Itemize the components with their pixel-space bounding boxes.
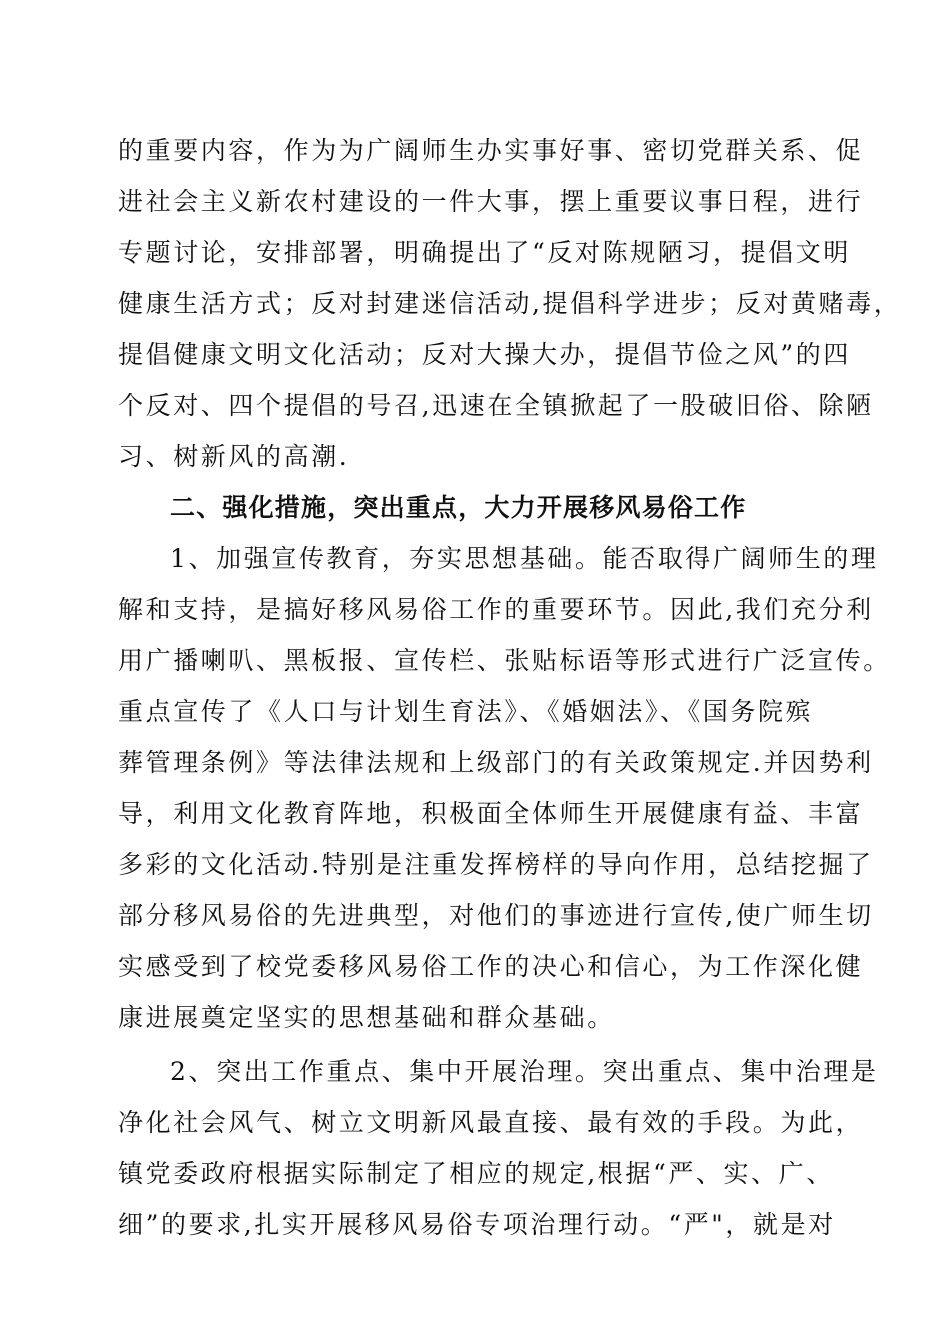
text-line: 导，利用文化教育阵地，积极面全体师生开展健康有益、丰富 [118,799,864,828]
text-line: 提倡健康文明文化活动；反对大操大办，提倡节俭之风”的四 [118,340,851,369]
text-line: 2、突出工作重点、集中开展治理。突出重点、集中治理是 [170,1057,879,1086]
text-line: 实感受到了校党委移风易俗工作的决心和信心，为工作深化健 [118,952,864,981]
text-line: 康进展奠定坚实的思想基础和群众基础。 [118,1003,615,1032]
section-heading: 二、强化措施，突出重点，大力开展移风易俗工作 [170,493,747,522]
text-line: 葬管理条例》等法律法规和上级部门的有关政策规定.并因势利 [118,748,874,777]
text-line: 重点宣传了《人口与计划生育法》、《婚姻法》、《国务院殡 [118,697,814,726]
text-line: 部分移风易俗的先进典型，对他们的事迹进行宣传,使广师生切 [118,901,874,930]
text-line: 1、加强宣传教育，夯实思想基础。能否取得广阔师生的理 [170,544,879,573]
text-line: 专题讨论，安排部署，明确提出了“反对陈规陋习，提倡文明 [118,238,851,267]
text-line: 解和支持，是搞好移风易俗工作的重要环节。因此,我们充分利 [118,595,874,624]
text-line: 个反对、四个提倡的号召,迅速在全镇掀起了一股破旧俗、除陋 [118,391,874,420]
text-line: 细”的要求,扎实开展移风易俗专项治理行动。“严"，就是对 [118,1210,836,1239]
text-line: 的重要内容，作为为广阔师生办实事好事、密切党群关系、促 [118,136,864,165]
text-line: 健康生活方式；反对封建迷信活动,提倡科学进步；反对黄赌毒， [118,289,902,318]
text-line: 进社会主义新农村建设的一件大事，摆上重要议事日程，进行 [118,187,864,216]
text-line: 多彩的文化活动.特别是注重发挥榜样的导向作用，总结挖掘了 [118,850,874,879]
text-line: 习、树新风的高潮. [118,442,350,471]
text-line: 用广播喇叭、黑板报、宣传栏、张贴标语等形式进行广泛宣传。 [118,646,891,675]
text-line: 镇党委政府根据实际制定了相应的规定,根据“严、实、广、 [118,1159,834,1188]
text-line: 净化社会风气、树立文明新风最直接、最有效的手段。为此， [118,1108,864,1137]
